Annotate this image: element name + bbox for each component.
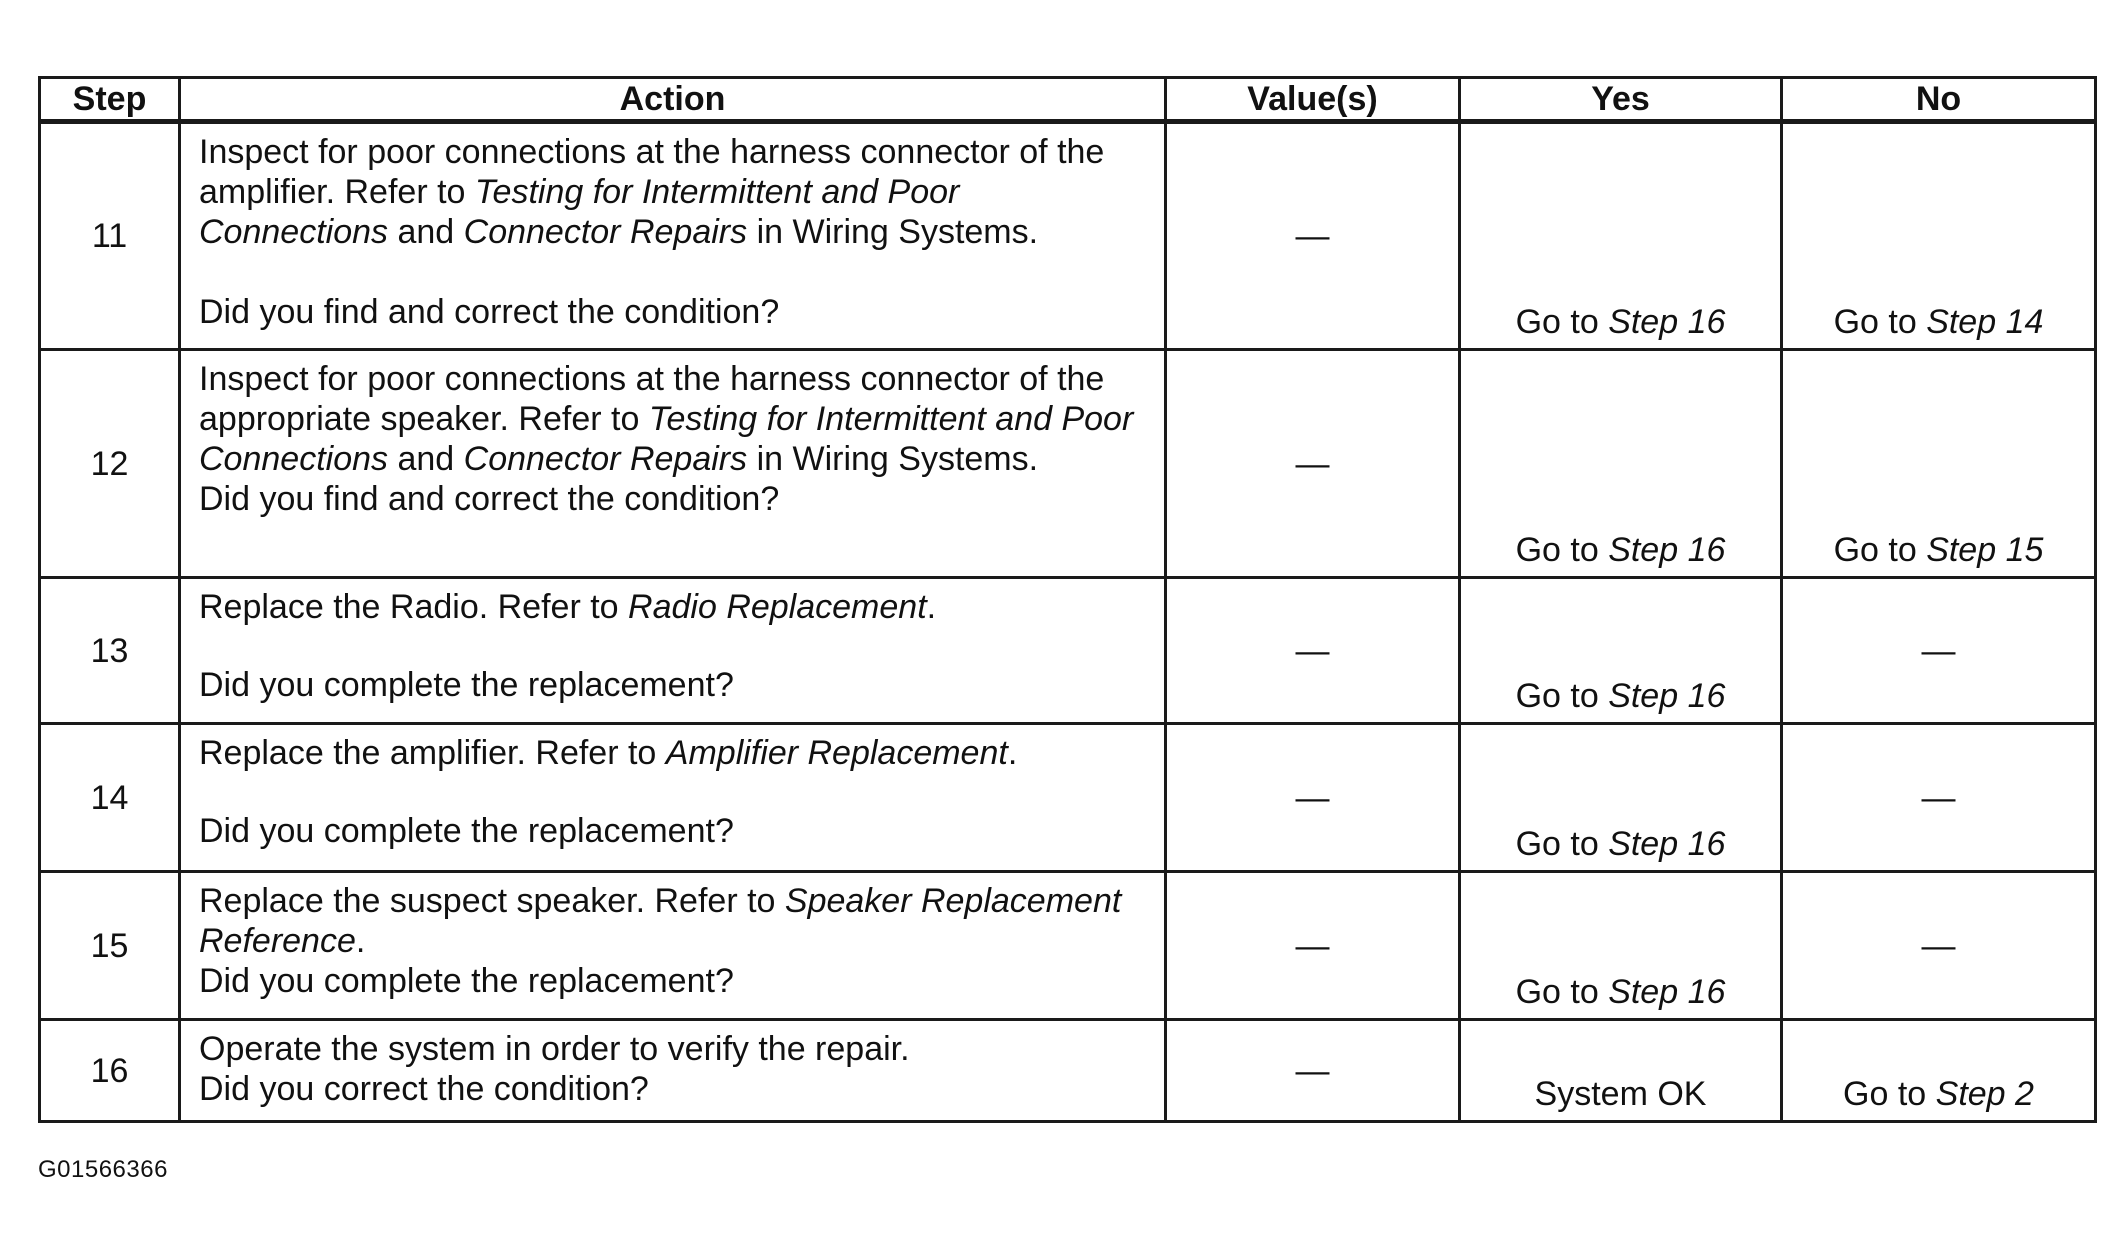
yes-cell	[1460, 724, 1782, 872]
yes-step-reference: Step 16	[1608, 531, 1726, 569]
step-number: 13	[40, 578, 180, 724]
action-text: Replace the amplifier. Refer to	[199, 734, 666, 772]
value-cell	[1166, 1020, 1460, 1122]
figure-id: G01566366	[38, 1156, 168, 1183]
action-reference: Connector Repairs	[463, 213, 748, 251]
action-text: Replace the suspect speaker. Refer to	[199, 882, 785, 920]
no-cell	[1782, 122, 2096, 350]
action-cell	[180, 872, 1166, 1020]
table-header-row	[40, 78, 2096, 122]
action-instruction	[199, 132, 1150, 292]
table-row	[40, 872, 2096, 1020]
action-cell	[180, 350, 1166, 578]
table-body	[40, 122, 2096, 1122]
yes-step-reference: Step 16	[1608, 825, 1726, 863]
value-dash: —	[1295, 778, 1330, 817]
header-yes: Yes	[1460, 78, 1782, 122]
yes-text: Go to	[1515, 825, 1609, 863]
action-text: and	[388, 440, 464, 478]
action-reference: Radio Replacement	[628, 588, 927, 626]
action-text: in Wiring Systems.	[747, 213, 1039, 251]
yes-cell	[1460, 578, 1782, 724]
table-row	[40, 350, 2096, 578]
no-text: Go to	[1833, 531, 1927, 569]
diagnostic-table	[38, 76, 2097, 1123]
yes-text: Go to	[1515, 303, 1609, 341]
yes-text: Go to	[1515, 677, 1609, 715]
action-question: Did you complete the replacement?	[199, 666, 734, 704]
no-text: Go to	[1833, 303, 1927, 341]
action-instruction	[199, 587, 1150, 665]
step-number: 14	[40, 724, 180, 872]
action-instruction	[199, 359, 1150, 479]
action-reference: Connector Repairs	[463, 440, 748, 478]
action-text: Inspect for poor connections at the harness connector of the amplifier. Refer to	[199, 133, 1105, 211]
yes-text: Go to	[1515, 973, 1609, 1011]
action-cell	[180, 122, 1166, 350]
action-text: Inspect for poor connections at the harness connector of the appropriate speaker. Refer to	[199, 360, 1105, 438]
action-reference: Amplifier Replacement	[665, 734, 1008, 772]
step-number: 15	[40, 872, 180, 1020]
yes-step-reference: Step 16	[1608, 303, 1726, 341]
action-reference: Testing for Intermittent and Poor Connections	[199, 173, 960, 251]
yes-cell	[1460, 1020, 1782, 1122]
header-step: Step	[40, 78, 180, 122]
header-action: Action	[180, 78, 1166, 122]
no-step-reference: Step 14	[1926, 303, 2044, 341]
step-number: 16	[40, 1020, 180, 1122]
value-cell	[1166, 724, 1460, 872]
action-instruction	[199, 1029, 1150, 1069]
action-instruction	[199, 733, 1150, 811]
yes-text: System OK	[1534, 1075, 1707, 1113]
action-question: Did you find and correct the condition?	[199, 480, 780, 518]
no-cell	[1782, 1020, 2096, 1122]
no-dash: —	[1921, 631, 1956, 670]
action-reference: Testing for Intermittent and Poor Connections	[199, 400, 1134, 478]
action-question: Did you complete the replacement?	[199, 812, 734, 850]
value-dash: —	[1295, 444, 1330, 483]
step-number: 11	[40, 122, 180, 350]
action-cell	[180, 724, 1166, 872]
yes-cell	[1460, 350, 1782, 578]
header-values: Value(s)	[1166, 78, 1460, 122]
action-text: .	[926, 588, 937, 626]
no-dash: —	[1921, 926, 1956, 965]
action-text: Replace the Radio. Refer to	[199, 588, 629, 626]
action-text: .	[355, 922, 366, 960]
table-row	[40, 578, 2096, 724]
action-question: Did you complete the replacement?	[199, 962, 734, 1000]
action-text: in Wiring Systems.	[747, 440, 1039, 478]
yes-step-reference: Step 16	[1608, 973, 1726, 1011]
action-text: and	[388, 213, 464, 251]
no-step-reference: Step 2	[1935, 1075, 2034, 1113]
no-step-reference: Step 15	[1926, 531, 2044, 569]
no-cell	[1782, 350, 2096, 578]
action-reference: Speaker Replacement Reference	[199, 882, 1122, 960]
action-instruction	[199, 881, 1150, 961]
value-cell	[1166, 122, 1460, 350]
action-question: Did you correct the condition?	[199, 1070, 649, 1108]
table-row	[40, 122, 2096, 350]
table-row	[40, 1020, 2096, 1122]
no-cell	[1782, 872, 2096, 1020]
value-cell	[1166, 578, 1460, 724]
yes-step-reference: Step 16	[1608, 677, 1726, 715]
action-question: Did you find and correct the condition?	[199, 293, 780, 331]
value-cell	[1166, 350, 1460, 578]
yes-cell	[1460, 872, 1782, 1020]
action-cell	[180, 1020, 1166, 1122]
step-number: 12	[40, 350, 180, 578]
no-text: Go to	[1843, 1075, 1936, 1113]
no-cell	[1782, 724, 2096, 872]
value-dash: —	[1295, 1051, 1330, 1090]
value-dash: —	[1295, 926, 1330, 965]
no-cell	[1782, 578, 2096, 724]
yes-cell	[1460, 122, 1782, 350]
value-dash: —	[1295, 217, 1330, 255]
action-cell	[180, 578, 1166, 724]
header-no: No	[1782, 78, 2096, 122]
action-text: .	[1007, 734, 1018, 772]
yes-text: Go to	[1515, 531, 1609, 569]
value-dash: —	[1295, 631, 1330, 670]
action-text: Operate the system in order to verify the repair.	[199, 1030, 910, 1068]
no-dash: —	[1921, 778, 1956, 817]
value-cell	[1166, 872, 1460, 1020]
table-row	[40, 724, 2096, 872]
